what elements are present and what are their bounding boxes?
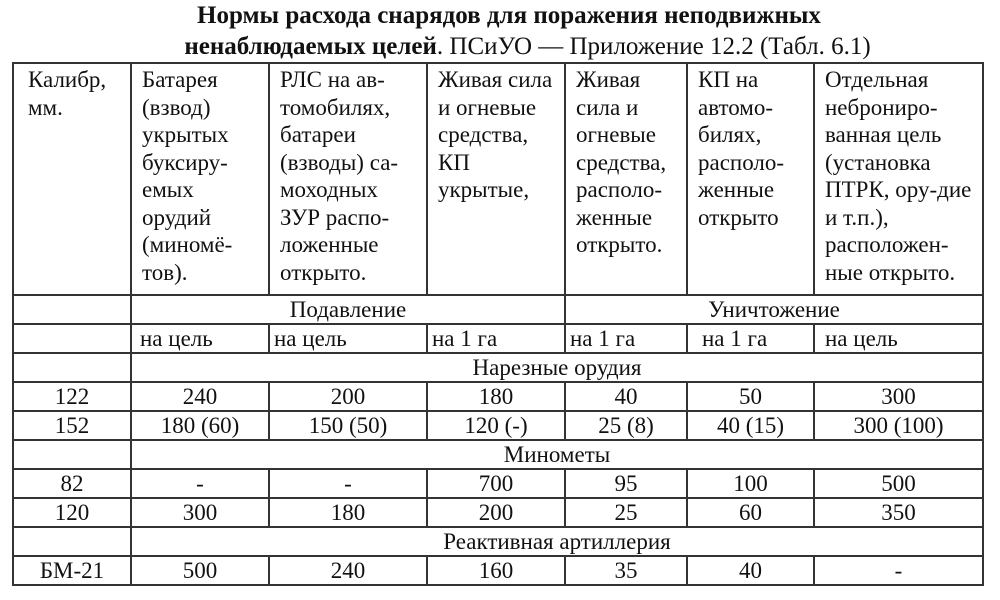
group-suppression: Подавление (131, 295, 565, 324)
section-rifled-guns: Нарезные орудия (131, 353, 983, 382)
value-cell: 40 (15) (687, 411, 814, 440)
unit-3: на 1 га (427, 324, 565, 353)
value-cell: 700 (427, 469, 565, 498)
title-line-2 (0, 31, 1000, 62)
group-row (13, 295, 983, 324)
group-destruction: Уничтожение (565, 295, 983, 324)
value-cell: 25 (8) (565, 411, 687, 440)
value-cell: 200 (427, 498, 565, 527)
unit-1: на цель (131, 324, 269, 353)
header-col-3: Живая сила и огневые средства, КП укрытые, (427, 63, 565, 295)
empty-cell (13, 295, 131, 324)
value-cell: 200 (269, 382, 427, 411)
table-row (13, 382, 983, 411)
value-cell: 180 (269, 498, 427, 527)
section-row (13, 353, 983, 382)
header-col-5: КП на автомо-билях, располо-женные открыто (687, 63, 814, 295)
value-cell: 35 (565, 556, 687, 585)
value-cell: 160 (427, 556, 565, 585)
unit-6: на цель (814, 324, 983, 353)
caliber-cell: 152 (13, 411, 131, 440)
caliber-cell: БМ-21 (13, 556, 131, 585)
units-row (13, 324, 983, 353)
caliber-cell: 82 (13, 469, 131, 498)
caliber-cell: 120 (13, 498, 131, 527)
value-cell: - (131, 469, 269, 498)
value-cell: - (814, 556, 983, 585)
empty-cell (13, 324, 131, 353)
title-line-2-bold: ненаблюдаемых целей (184, 33, 437, 60)
unit-2: на цель (269, 324, 427, 353)
value-cell: 120 (-) (427, 411, 565, 440)
section-row (13, 527, 983, 556)
value-cell: 240 (269, 556, 427, 585)
table-row (13, 556, 983, 585)
value-cell: 100 (687, 469, 814, 498)
value-cell: 150 (50) (269, 411, 427, 440)
empty-cell (13, 440, 131, 469)
value-cell: 500 (131, 556, 269, 585)
empty-cell (13, 353, 131, 382)
section-rocket-artillery: Реактивная артиллерия (131, 527, 983, 556)
caliber-cell: 122 (13, 382, 131, 411)
value-cell: 60 (687, 498, 814, 527)
header-col-4: Живая сила и огневые средства, располо-женные открыто. (565, 63, 687, 295)
value-cell: 180 (60) (131, 411, 269, 440)
document-title (0, 0, 1000, 62)
value-cell: 300 (131, 498, 269, 527)
title-line-1: Нормы расхода снарядов для поражения неподвижных (197, 2, 821, 29)
section-row (13, 440, 983, 469)
value-cell: 50 (687, 382, 814, 411)
table-row (13, 469, 983, 498)
value-cell: 300 (100) (814, 411, 983, 440)
value-cell: 25 (565, 498, 687, 527)
value-cell: 350 (814, 498, 983, 527)
header-caliber: Калибр, мм. (13, 63, 131, 295)
value-cell: 300 (814, 382, 983, 411)
value-cell: 180 (427, 382, 565, 411)
unit-5: на 1 га (687, 324, 814, 353)
header-col-1: Батарея (взвод) укрытых буксиру-емых орудий (миномё-тов). (131, 63, 269, 295)
header-col-2: РЛС на ав-томобилях, батареи (взводы) са-моходных ЗУР распо-ложенные открыто. (269, 63, 427, 295)
value-cell: - (269, 469, 427, 498)
section-mortars: Минометы (131, 440, 983, 469)
value-cell: 40 (687, 556, 814, 585)
empty-cell (13, 527, 131, 556)
value-cell: 500 (814, 469, 983, 498)
value-cell: 40 (565, 382, 687, 411)
header-col-6: Отдельная неброниро-ванная цель (установка ПТРК, ору-дие и т.п.), расположен-ные открыто. (814, 63, 983, 295)
title-line-2-rest: . ПСиУО — Приложение 12.2 (Табл. 6.1) (436, 33, 871, 60)
value-cell: 240 (131, 382, 269, 411)
header-row (13, 63, 983, 295)
unit-4: на 1 га (565, 324, 687, 353)
value-cell: 95 (565, 469, 687, 498)
table-row (13, 498, 983, 527)
ammo-norms-table (12, 62, 984, 586)
table-row (13, 411, 983, 440)
